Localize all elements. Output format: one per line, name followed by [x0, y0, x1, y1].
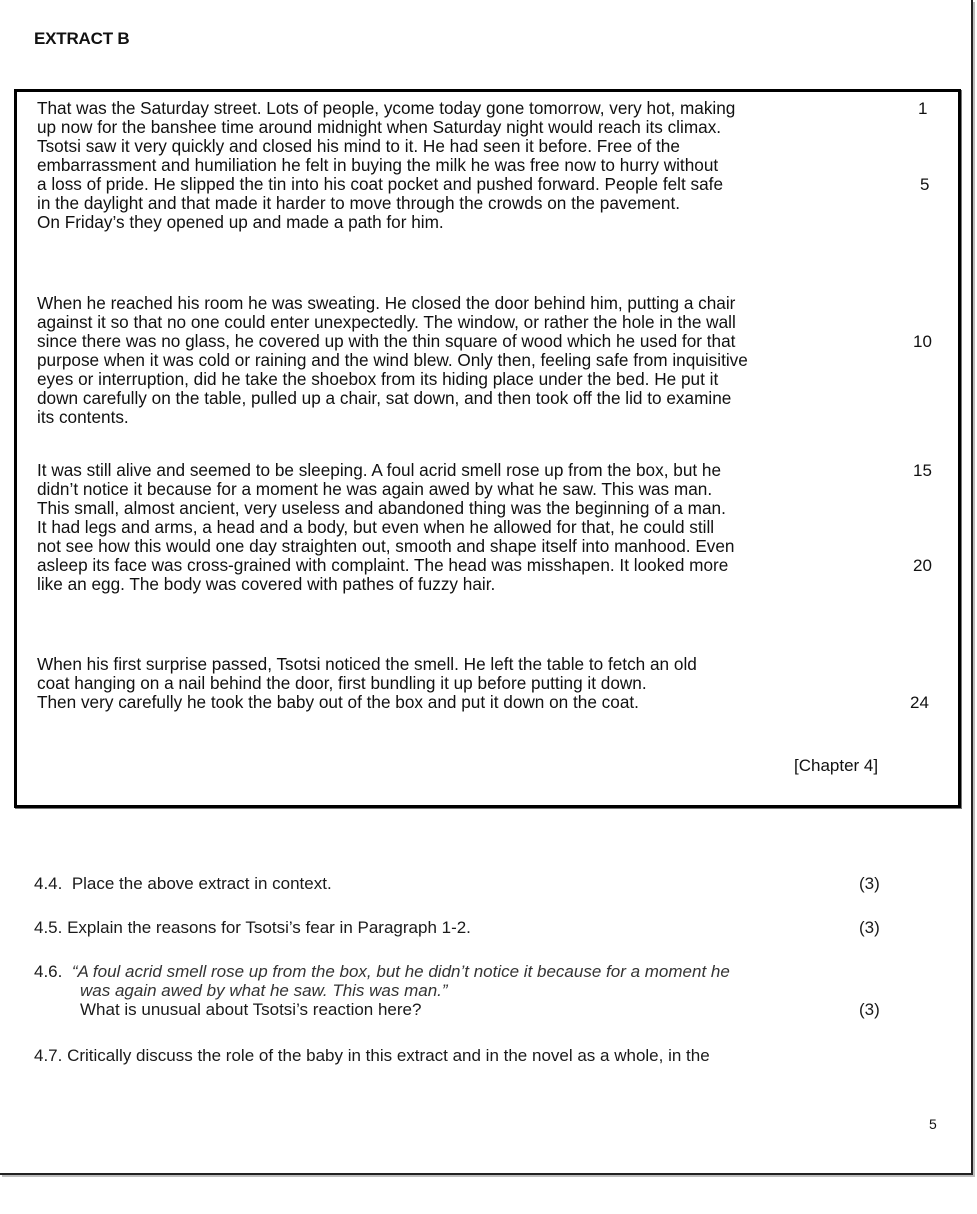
line-number: 1 [918, 99, 928, 118]
page-number: 5 [929, 1116, 937, 1132]
extract-heading: EXTRACT B [34, 29, 130, 48]
line-number: 24 [910, 693, 929, 712]
question-4-5 [34, 918, 471, 937]
extract-line: eyes or interruption, did he take the shoebox from its hiding place under the bed. He put it [37, 369, 719, 389]
extract-line: up now for the banshee time around midnight when Saturday night would reach its climax. [37, 117, 722, 137]
extract-line: like an egg. The body was covered with pathes of fuzzy hair. [37, 574, 496, 594]
chapter-source: [Chapter 4] [794, 756, 879, 775]
line-number: 20 [913, 556, 932, 575]
question-quote: “A foul acrid smell rose up from the box, but he didn’t notice it because for a moment he [71, 962, 730, 981]
extract-line: didn’t notice it because for a moment he was again awed by what he saw. This was man. [37, 479, 713, 499]
question-4-4 [34, 874, 332, 893]
question-quote-continued [80, 981, 448, 1000]
question-text: Critically discuss the role of the baby in this extract and in the novel as a whole, in the [67, 1046, 710, 1065]
extract-line: coat hanging on a nail behind the door, first bundling it up before putting it down. [37, 673, 647, 693]
line-number: 10 [913, 332, 932, 351]
extract-line: That was the Saturday street. Lots of people, ycome today gone tomorrow, very hot, making [37, 98, 736, 118]
question-number: 4.5. [34, 918, 63, 937]
question-marks: (3) [859, 1000, 880, 1019]
line-number: 5 [920, 175, 930, 194]
extract-line: purpose when it was cold or raining and the wind blew. Only then, feeling safe from inquisitive [37, 350, 748, 370]
extract-line: It had legs and arms, a head and a body, but even when he allowed for that, he could still [37, 517, 715, 537]
question-marks: (3) [859, 918, 880, 937]
extract-line: On Friday’s they opened up and made a path for him. [37, 212, 444, 232]
extract-line: When his first surprise passed, Tsotsi noticed the smell. He left the table to fetch an old [37, 654, 697, 674]
extract-line: down carefully on the table, pulled up a chair, sat down, and then took off the lid to examine [37, 388, 732, 408]
extract-box [14, 89, 961, 808]
question-number: 4.6. [34, 962, 63, 981]
extract-line: embarrassment and humiliation he felt in buying the milk he was free now to hurry without [37, 155, 719, 175]
question-text: Explain the reasons for Tsotsi’s fear in Paragraph 1-2. [67, 918, 471, 937]
extract-line: This small, almost ancient, very useless and abandoned thing was the beginning of a man. [37, 498, 726, 518]
extract-line: It was still alive and seemed to be sleeping. A foul acrid smell rose up from the box, but he [37, 460, 722, 480]
extract-line: not see how this would one day straighten out, smooth and shape itself into manhood. Even [37, 536, 735, 556]
extract-line: When he reached his room he was sweating. He closed the door behind him, putting a chair [37, 293, 736, 313]
question-4-7 [34, 1046, 710, 1065]
extract-line: against it so that no one could enter unexpectedly. The window, or rather the hole in the wall [37, 312, 736, 332]
question-number: 4.4. [34, 874, 63, 893]
question-number: 4.7. [34, 1046, 63, 1065]
extract-line: Tsotsi saw it very quickly and closed his mind to it. He had seen it before. Free of the [37, 136, 680, 156]
extract-line: since there was no glass, he covered up with the thin square of wood which he used for that [37, 331, 736, 351]
extract-line: asleep its face was cross-grained with complaint. The head was misshapen. It looked more [37, 555, 729, 575]
extract-line: Then very carefully he took the baby out of the box and put it down on the coat. [37, 692, 639, 712]
question-text: What is unusual about Tsotsi’s reaction here? [80, 1000, 422, 1019]
extract-line: its contents. [37, 407, 129, 427]
extract-line: a loss of pride. He slipped the tin into his coat pocket and pushed forward. People felt safe [37, 174, 724, 194]
question-quote: was again awed by what he saw. This was man.” [80, 981, 448, 1000]
line-number: 15 [913, 461, 932, 480]
extract-line: in the daylight and that made it harder to move through the crowds on the pavement. [37, 193, 681, 213]
question-marks: (3) [859, 874, 880, 893]
question-text: Place the above extract in context. [71, 874, 332, 893]
question-4-6 [34, 962, 730, 981]
